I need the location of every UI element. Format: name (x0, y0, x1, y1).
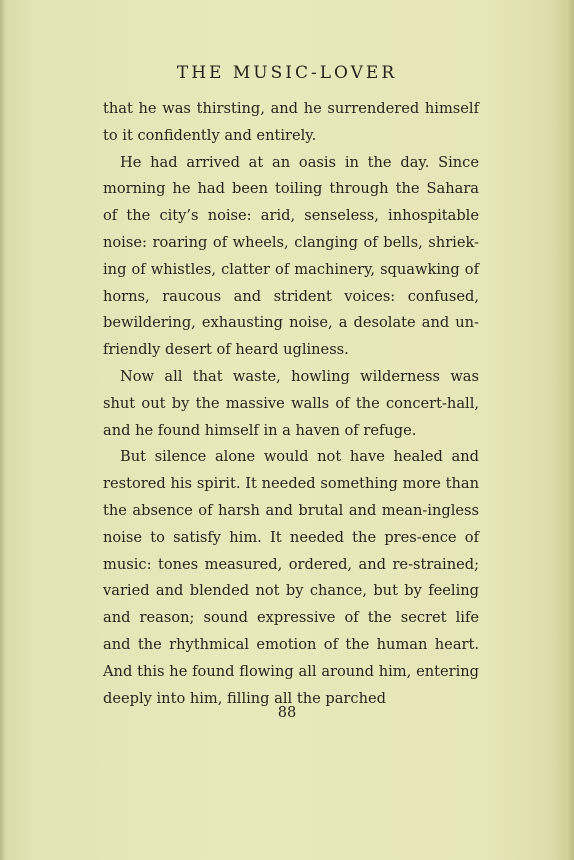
paragraph: Now all that waste, howling wilderness was shut out by the massive walls of the concert-hall, and he found himself in a haven of refuge. (103, 367, 479, 439)
page-left-edge-shadow (0, 0, 6, 860)
running-header: THE MUSIC-LOVER (176, 63, 398, 83)
body-text (103, 96, 479, 712)
paragraph: But silence alone would not have healed and restored his spirit. It needed something more than the absence of harsh and brutal and mean-ingless noise to satisfy him. It needed the pres-ence of music: tones measured, ordered, and re-strained; varied and blended not by chance, but by feeling and reason; sound expressive of the secret life and the rhythmical emotion of the human heart. And this he found flowing all around him, entering deeply into him, filling all the parched (103, 448, 479, 707)
page-number: 88 (277, 704, 297, 721)
paragraph-continued: that he was thirsting, and he surrendered himself to it confidently and entirely. (103, 100, 479, 144)
page-right-edge-shadow (552, 0, 574, 860)
paragraph: He had arrived at an oasis in the day. Since morning he had been toiling through the Sahara of the city’s noise: arid, senseless, inhospitable noise: roaring of wheels, clanging of bells, shriek-ing of whistles, clatter of machinery, squawking of horns, raucous and strident voices: confused, bewildering, exhausting noise, a desolate and un-friendly desert of heard ugliness. (103, 153, 479, 359)
